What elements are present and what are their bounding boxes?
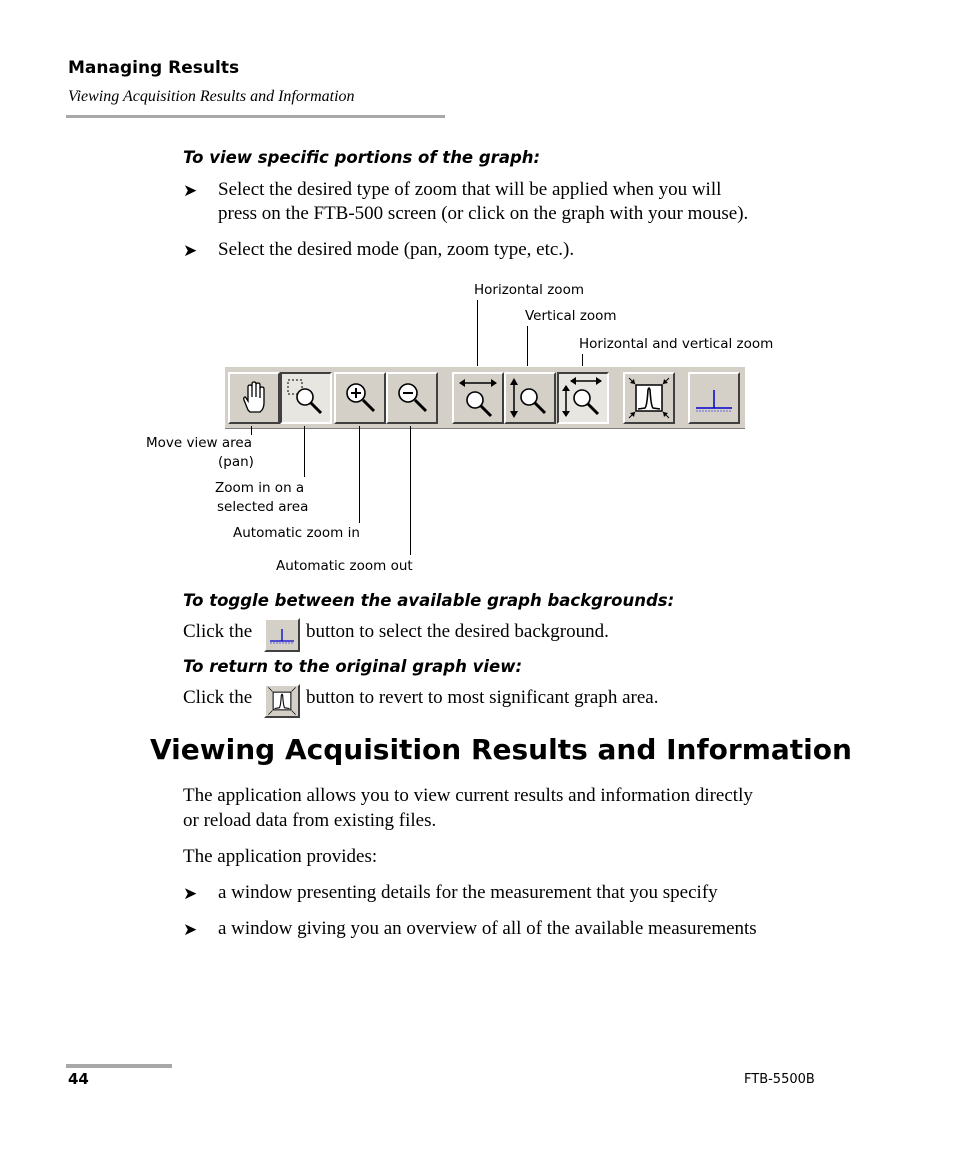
footer-rule xyxy=(66,1064,172,1068)
page-number: 44 xyxy=(68,1070,89,1088)
procedure-heading-original: To return to the original graph view: xyxy=(183,657,523,676)
running-header-subtitle: Viewing Acquisition Results and Information xyxy=(68,88,355,105)
zoom-out-button[interactable] xyxy=(386,372,438,424)
body-text: or reload data from existing files. xyxy=(183,810,437,831)
running-header-title: Managing Results xyxy=(68,58,240,78)
zoom-out-icon xyxy=(390,376,434,420)
bullet-text: Select the desired type of zoom that will be applied when you will xyxy=(218,179,722,200)
hand-icon xyxy=(232,376,276,420)
label-pan: (pan) xyxy=(218,454,254,470)
bullet-text: a window giving you an overview of all of the available measurements xyxy=(218,918,757,939)
bullet-text: press on the FTB-500 screen (or click on the graph with your mouse). xyxy=(218,203,749,224)
graph-background-button[interactable] xyxy=(688,372,740,424)
graph-background-icon xyxy=(692,376,736,420)
bullet-text: a window presenting details for the measurement that you specify xyxy=(218,882,718,903)
fit-graph-icon xyxy=(266,686,298,716)
section-heading: Viewing Acquisition Results and Information xyxy=(150,733,852,766)
vertical-zoom-icon xyxy=(508,376,552,420)
zoom-in-icon xyxy=(338,376,382,420)
bullet-arrow-icon: ➤ xyxy=(183,920,198,940)
procedure-heading-background: To toggle between the available graph backgrounds: xyxy=(183,591,675,610)
label-auto-zoom-out: Automatic zoom out xyxy=(276,558,413,574)
hv-zoom-button[interactable] xyxy=(557,372,609,424)
label-auto-zoom-in: Automatic zoom in xyxy=(233,525,360,541)
leader-line xyxy=(359,426,360,523)
leader-line xyxy=(251,426,252,435)
bullet-text: Select the desired mode (pan, zoom type, etc.). xyxy=(218,239,575,260)
fit-graph-button[interactable] xyxy=(623,372,675,424)
inline-fit-graph-button[interactable] xyxy=(264,684,300,718)
body-text: The application allows you to view current results and information directly xyxy=(183,785,753,806)
bullet-arrow-icon: ➤ xyxy=(183,884,198,904)
leader-line xyxy=(527,326,528,369)
body-text: Click the xyxy=(183,687,253,708)
product-model: FTB-5500B xyxy=(744,1072,815,1087)
label-vertical-zoom: Vertical zoom xyxy=(525,308,617,324)
zoom-toolbar xyxy=(225,366,745,429)
vertical-zoom-button[interactable] xyxy=(504,372,556,424)
bullet-arrow-icon: ➤ xyxy=(183,241,198,261)
body-text: Click the xyxy=(183,621,253,642)
horizontal-zoom-button[interactable] xyxy=(452,372,504,424)
pan-button[interactable] xyxy=(228,372,280,424)
procedure-heading-zoom: To view specific portions of the graph: xyxy=(183,148,541,167)
zoom-selection-icon xyxy=(284,376,328,420)
leader-line xyxy=(477,300,478,369)
leader-line xyxy=(410,426,411,555)
label-horizontal-zoom: Horizontal zoom xyxy=(474,282,584,298)
leader-line xyxy=(304,426,305,477)
label-zoom-selected: selected area xyxy=(217,499,309,515)
zoom-selection-button[interactable] xyxy=(280,372,332,424)
label-pan: Move view area xyxy=(146,435,252,451)
label-zoom-selected: Zoom in on a xyxy=(215,480,305,496)
header-rule xyxy=(66,115,445,118)
inline-background-button[interactable] xyxy=(264,618,300,652)
hv-zoom-icon xyxy=(561,376,605,420)
label-hv-zoom: Horizontal and vertical zoom xyxy=(579,336,774,352)
zoom-in-button[interactable] xyxy=(334,372,386,424)
body-text: button to select the desired background. xyxy=(306,621,609,642)
bullet-arrow-icon: ➤ xyxy=(183,181,198,201)
fit-graph-icon xyxy=(627,376,671,420)
horizontal-zoom-icon xyxy=(456,376,500,420)
graph-background-icon xyxy=(266,620,298,650)
body-text: button to revert to most significant graph area. xyxy=(306,687,659,708)
body-text: The application provides: xyxy=(183,846,378,867)
